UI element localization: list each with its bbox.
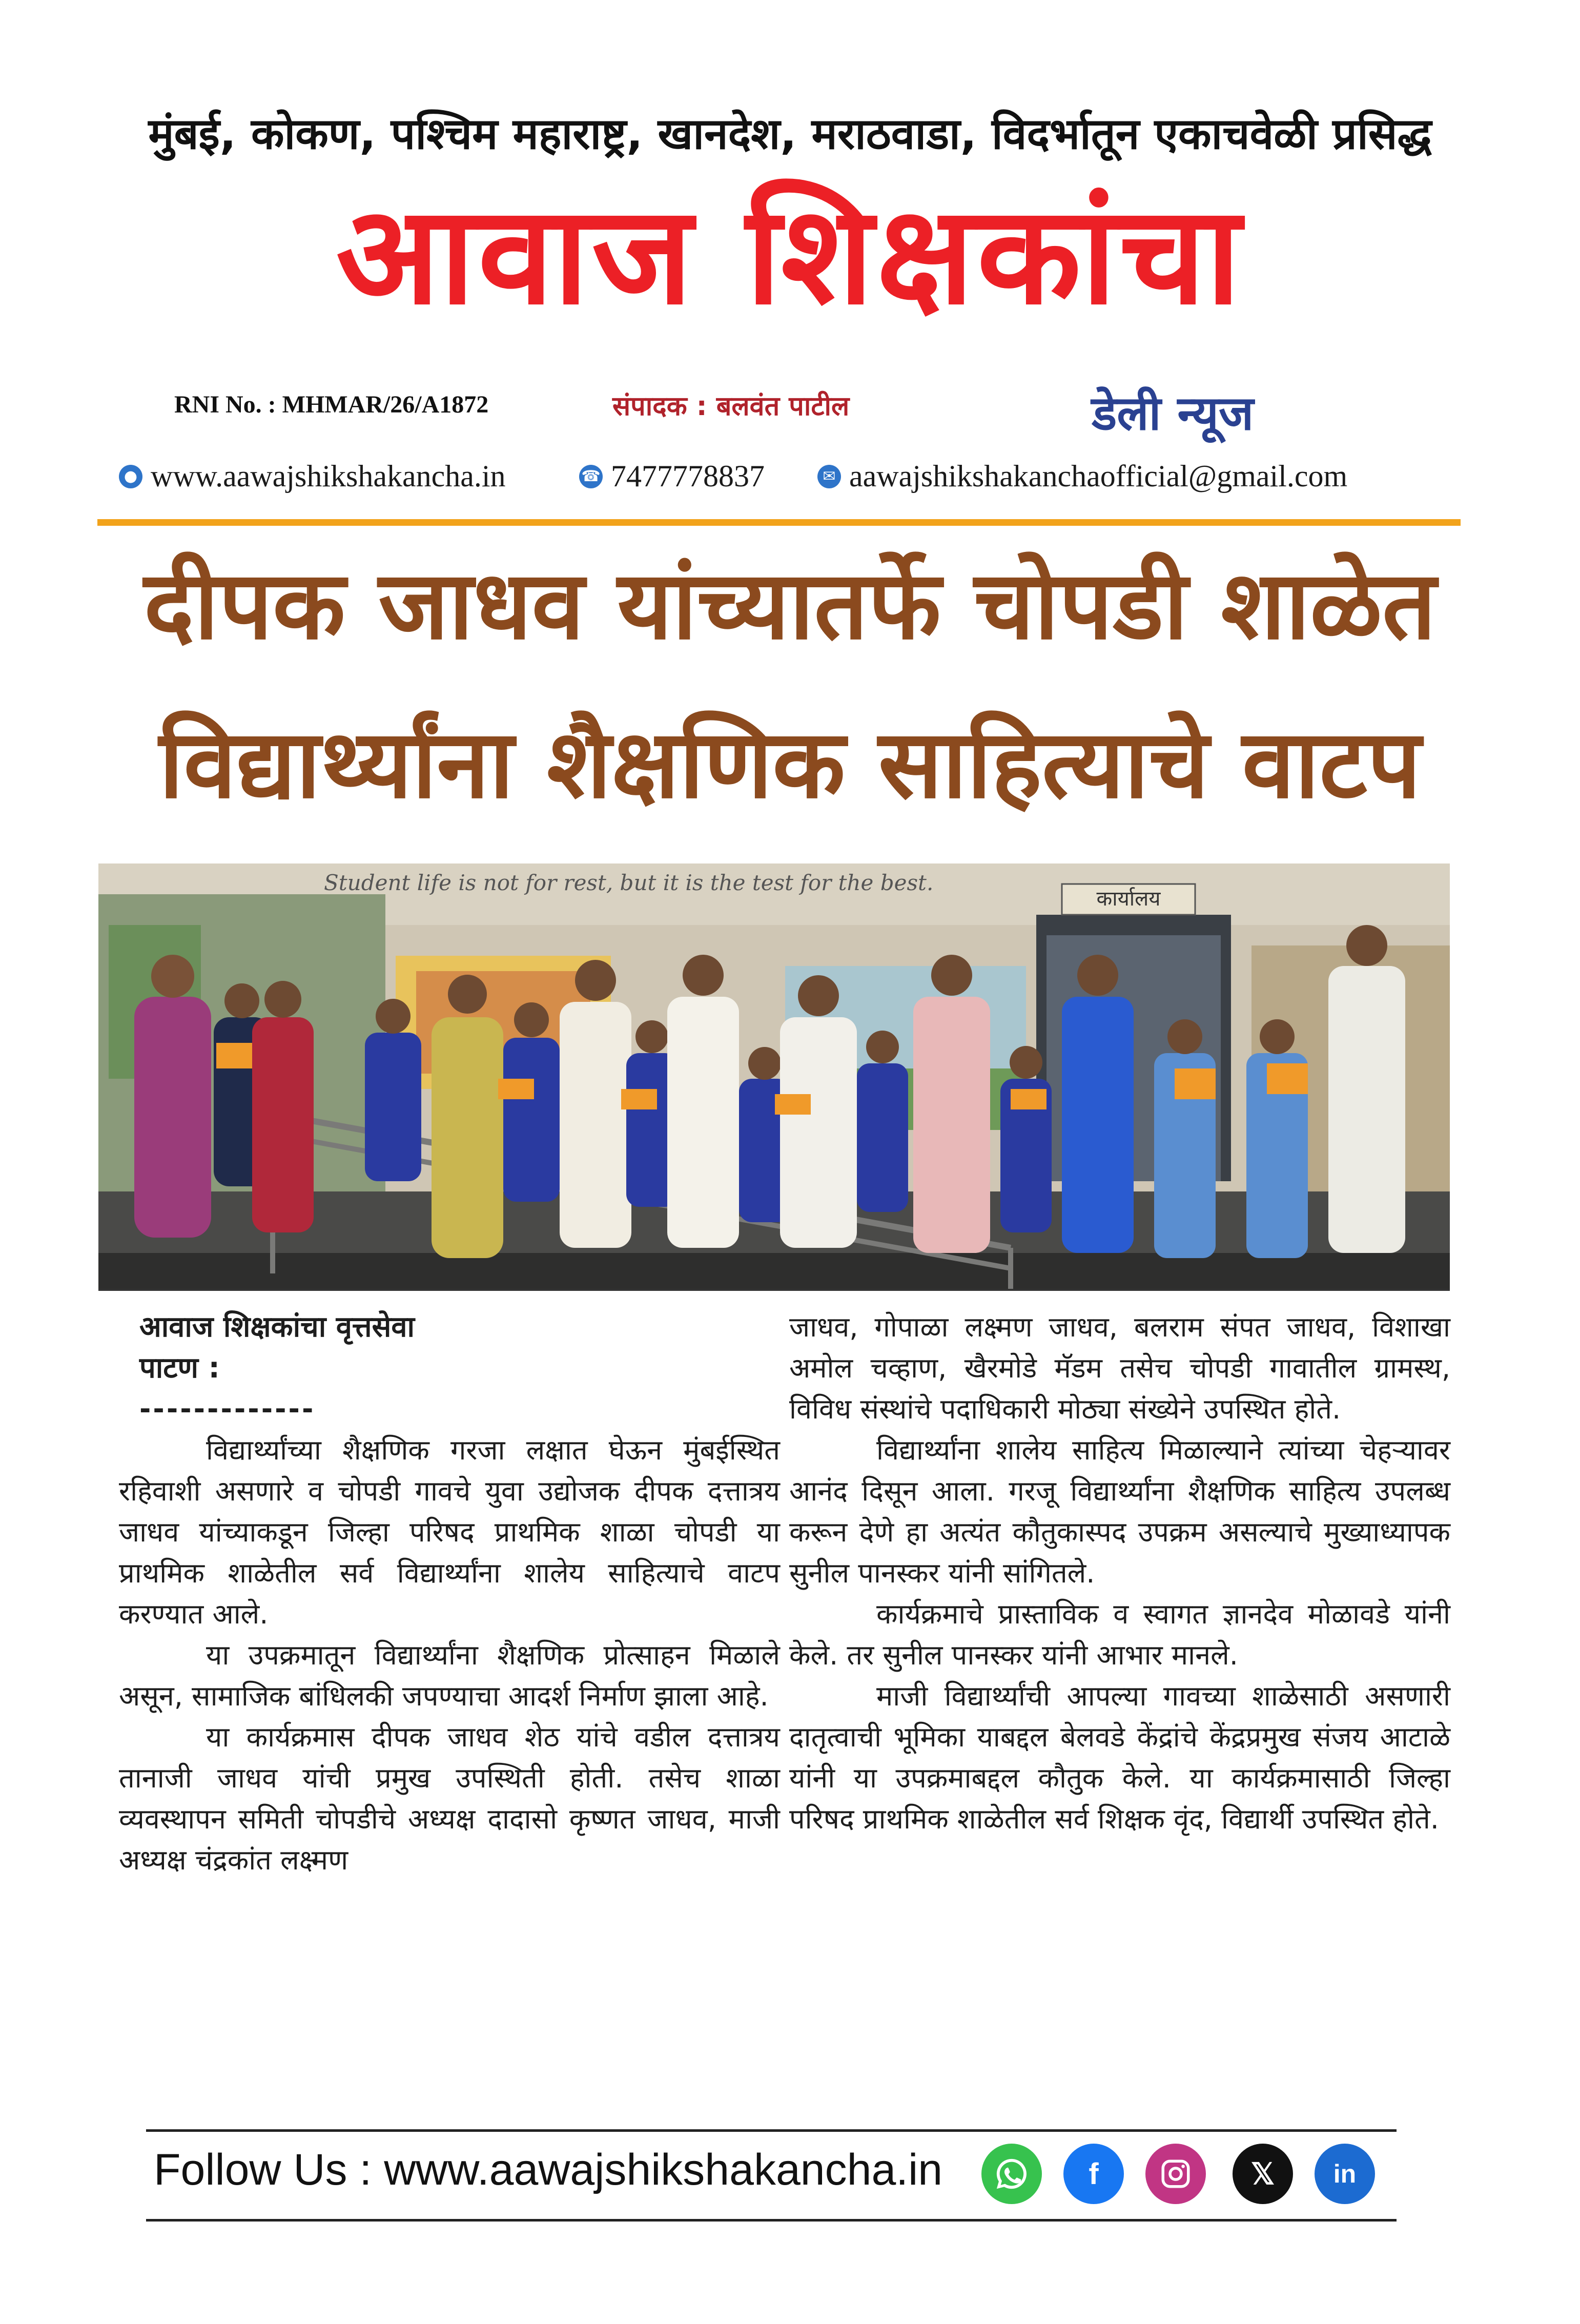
website-contact[interactable]	[119, 459, 506, 494]
footer-divider-top	[146, 2129, 1397, 2132]
phone-contact[interactable]	[579, 459, 765, 494]
mail-icon: ✉	[817, 465, 841, 488]
whatsapp-icon[interactable]	[981, 2144, 1042, 2204]
x-icon[interactable]: 𝕏	[1233, 2144, 1293, 2204]
wall-motto: Student life is not for rest, but it is the test for the best.	[324, 870, 934, 895]
paragraph: विद्यार्थ्यांच्या शैक्षणिक गरजा लक्षात घेऊन मुंबईस्थित रहिवाशी असणारे व चोपडी गावचे युवा उद्योजक दीपक दत्तात्रय जाधव यांच्याकडून जिल्हा परिषद प्राथमिक शाळा चोपडी या प्राथमिक शाळेतील सर्व विद्यार्थ्यांना शालेय साहित्याचे वाटप करण्यात आले.	[119, 1434, 780, 1630]
paragraph: विद्यार्थ्यांना शालेय साहित्य मिळाल्याने त्यांच्या चेहऱ्यावर आनंद दिसून आला. गरजू विद्यार्थ्यांना शैक्षणिक साहित्य उपलब्ध करून देणे हा अत्यंत कौतुकास्पद उपक्रम असल्याचे मुख्याध्यापक सुनील पानस्कर यांनी सांगितले.	[789, 1434, 1450, 1589]
headline-line-1: दीपक जाधव यांच्यातर्फे चोपडी शाळेत	[143, 550, 1437, 661]
article-column-2	[789, 1307, 1450, 1840]
phone-number[interactable]: 7477778837	[611, 459, 765, 493]
edition-label: डेली न्यूज	[1092, 386, 1254, 441]
paragraph-continued: जाधव, गोपाळा लक्ष्मण जाधव, बलराम संपत जाधव, विशाखा अमोल चव्हाण, खैरमोडे मॅडम तसेच चोपडी गावातील ग्रामस्थ, विविध संस्थांचे पदाधिकारी मोठ्या संख्येने उपस्थित होते.	[789, 1311, 1450, 1425]
website-link[interactable]: www.aawajshikshakancha.in	[151, 459, 506, 493]
instagram-icon[interactable]	[1145, 2144, 1206, 2204]
newspaper-masthead: आवाज शिक्षकांचा	[336, 177, 1244, 335]
linkedin-icon[interactable]: in	[1315, 2144, 1375, 2204]
paragraph: माजी विद्यार्थ्यांची आपल्या गावच्या शाळेसाठी असणारी दातृत्वाची भूमिका याबद्दल बेलवडे केंद्रांचे केंद्रप्रमुख संजय आटाळे यांनी या उपक्रमाबद्दल कौतुक केले. या कार्यक्रमासाठी जिल्हा परिषद प्राथमिक शाळेतील सर्व शिक्षक वृंद, विद्यार्थी उपस्थित होते.	[789, 1680, 1450, 1835]
paragraph: या कार्यक्रमास दीपक जाधव शेठ यांचे वडील दत्तात्रय तानाजी जाधव यांची प्रमुख उपस्थिती होती. तसेच शाळा व्यवस्थापन समिती चोपडीचे अध्यक्ष दादासो कृष्णत जाधव, माजी अध्यक्ष चंद्रकांत लक्ष्मण	[119, 1721, 780, 1876]
edition-tagline: मुंबई, कोकण, पश्चिम महाराष्ट्र, खानदेश, मराठवाडा, विदर्भातून एकाचवेळी प्रसिद्ध	[148, 109, 1432, 159]
editor-credit: संपादक : बलवंत पाटील	[612, 391, 850, 422]
article-byline: आवाज शिक्षकांचा वृत्तसेवा	[139, 1310, 415, 1344]
event-photo	[98, 863, 1450, 1291]
headline-line-2: विद्यार्थ्यांना शैक्षणिक साहित्याचे वाटप	[159, 709, 1421, 819]
office-sign-text: कार्यालय	[1096, 887, 1161, 911]
rni-number: RNI No. : MHMAR/26/A1872	[174, 391, 489, 418]
phone-icon: ☎	[579, 465, 603, 488]
article-column-1	[119, 1307, 780, 1881]
paragraph: कार्यक्रमाचे प्रास्ताविक व स्वागत ज्ञानदेव मोळावडे यांनी केले. तर सुनील पानस्कर यांनी आभार मानले.	[789, 1598, 1450, 1671]
follow-us-link[interactable]: Follow Us : www.aawajshikshakancha.in	[154, 2145, 943, 2194]
facebook-icon[interactable]: f	[1063, 2144, 1124, 2204]
dateline-divider: -------------	[139, 1393, 316, 1425]
footer-divider-bottom	[146, 2219, 1397, 2222]
article-dateline: पाटण :	[139, 1351, 220, 1385]
paragraph: या उपक्रमातून विद्यार्थ्यांना शैक्षणिक प्रोत्साहन मिळाले असून, सामाजिक बांधिलकी जपण्याचा आदर्श निर्माण झाला आहे.	[119, 1639, 780, 1712]
header-divider	[97, 519, 1461, 526]
email-contact[interactable]	[817, 459, 1347, 494]
email-address[interactable]: aawajshikshakanchaofficial@gmail.com	[849, 459, 1348, 493]
globe-icon: ●	[119, 465, 142, 488]
